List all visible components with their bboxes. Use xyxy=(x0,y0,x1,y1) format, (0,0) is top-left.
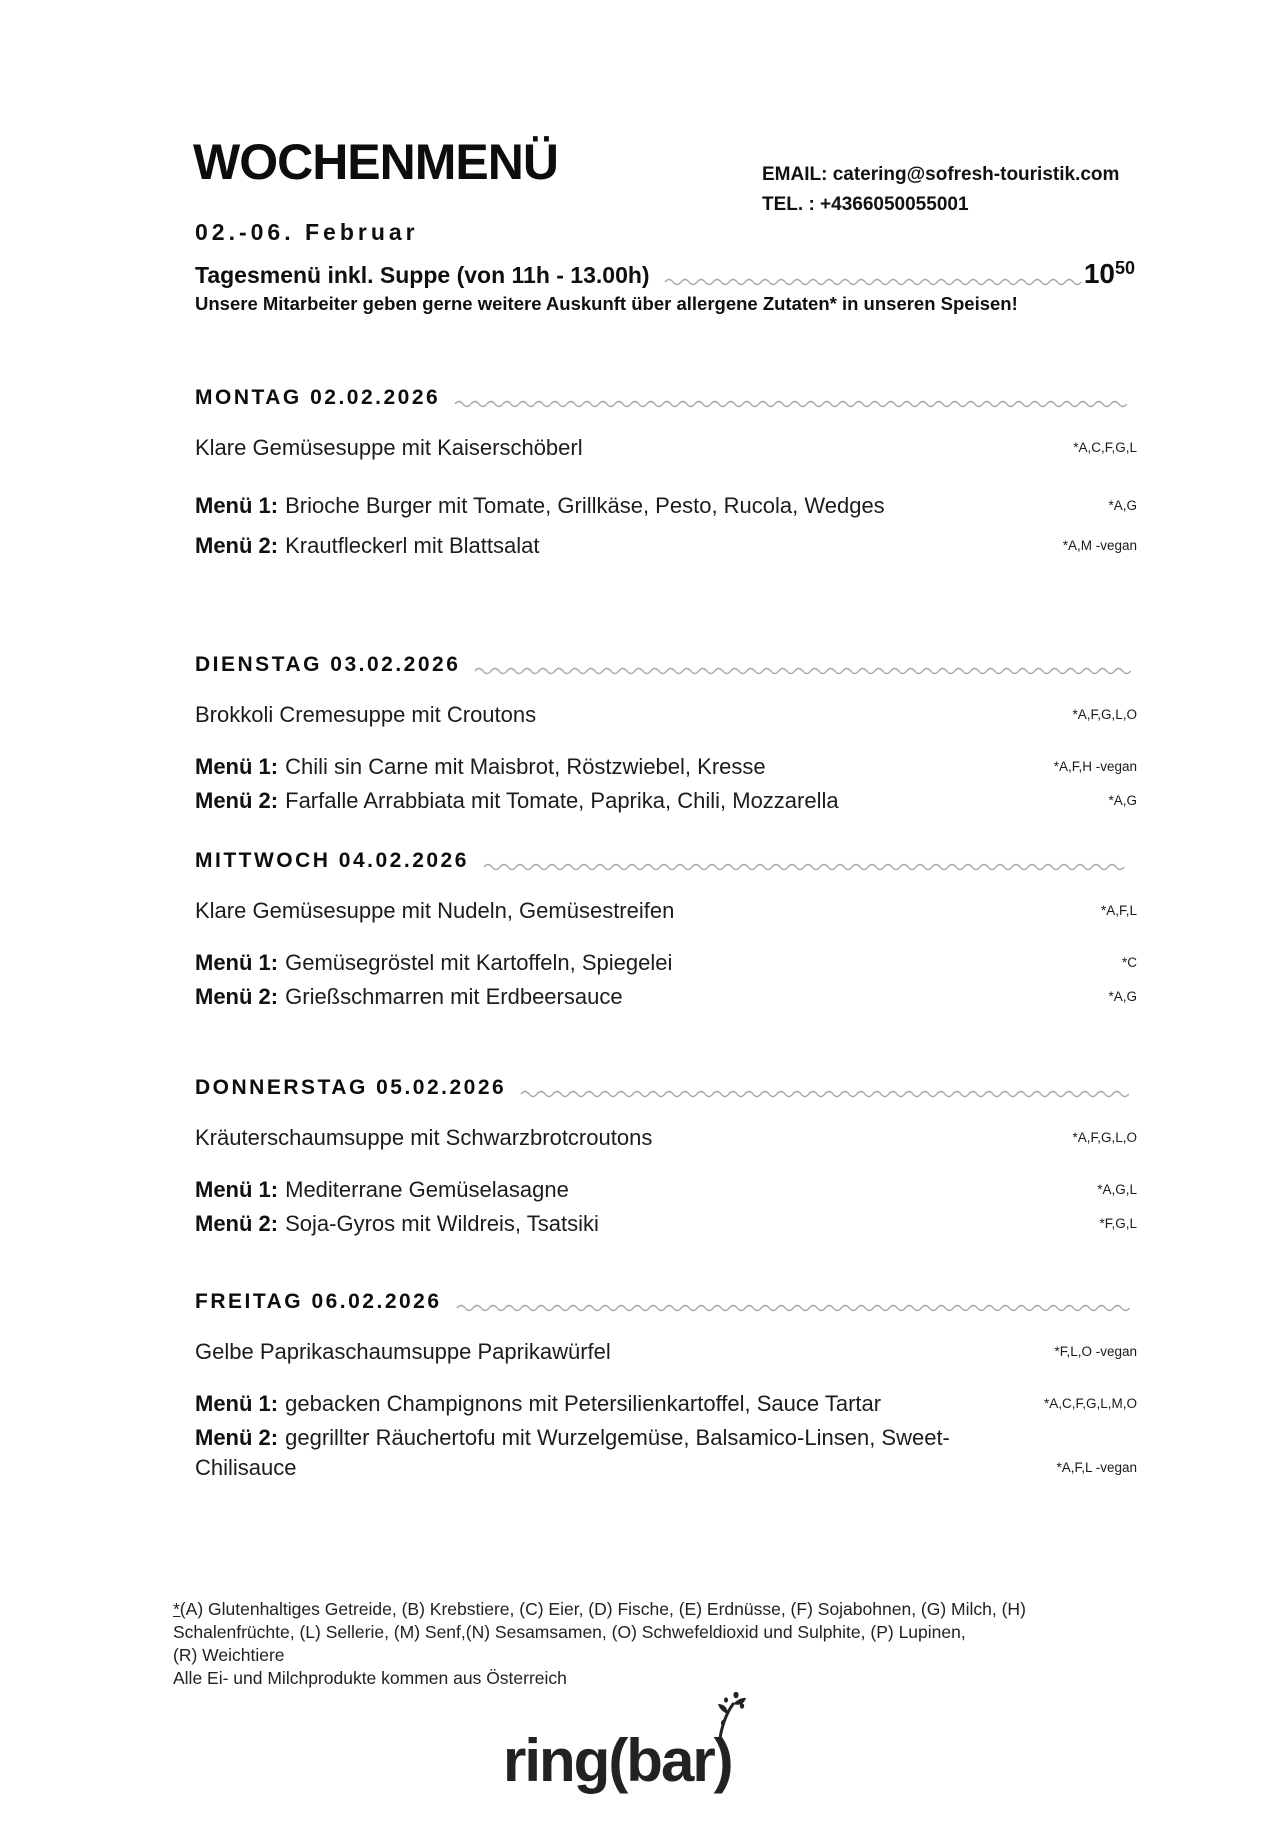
menu-label: Menü 2: xyxy=(195,984,279,1009)
dish-row xyxy=(195,491,1137,521)
allergy-note: Unsere Mitarbeiter geben gerne weitere Auskunft über allergene Zutaten* in unseren Speisen! xyxy=(195,293,1018,314)
menu-label: Menü 2: xyxy=(195,533,279,558)
allergen-codes: *A,C,F,G,L xyxy=(1073,440,1137,455)
day-header: DONNERSTAG 05.02.2026 xyxy=(195,1076,507,1099)
dish-text: Menü 2: Krautfleckerl mit Blattsalat xyxy=(195,533,540,558)
dish-row xyxy=(195,948,1137,978)
dish-row xyxy=(195,1423,1137,1483)
allergen-codes: *A,F,L xyxy=(1100,903,1137,918)
day-header-row xyxy=(195,848,1137,874)
allergen-codes: *A,G xyxy=(1108,989,1137,1004)
allergen-codes: *F,G,L xyxy=(1099,1216,1137,1231)
dish-text: Menü 2: Soja-Gyros mit Wildreis, Tsatsiki xyxy=(195,1211,599,1236)
day-header: MONTAG 02.02.2026 xyxy=(195,386,441,409)
day-header-row xyxy=(195,1289,1137,1315)
day-header-row xyxy=(195,385,1137,411)
dish-text: Menü 1: Mediterrane Gemüselasagne xyxy=(195,1177,569,1202)
dish-text: Menü 1: Brioche Burger mit Tomate, Grillkäse, Pesto, Rucola, Wedges xyxy=(195,493,885,518)
allergen-codes: *A,F,G,L,O xyxy=(1072,1130,1137,1145)
day-section-friday xyxy=(195,1289,1137,1487)
allergen-legend xyxy=(173,1598,1173,1690)
day-header: MITTWOCH 04.02.2026 xyxy=(195,849,469,872)
allergen-codes: *A,C,F,G,L,M,O xyxy=(1043,1396,1137,1411)
week-range: 02.-06. Februar xyxy=(195,219,419,245)
dish-row xyxy=(195,896,1137,926)
day-header-row xyxy=(195,1075,1137,1101)
dish-text: Klare Gemüsesuppe mit Kaiserschöberl xyxy=(195,435,583,460)
ringbar-logo xyxy=(503,1726,732,1795)
dish-row xyxy=(195,700,1137,730)
dish-text: Menü 1: gebacken Champignons mit Petersilienkartoffel, Sauce Tartar xyxy=(195,1391,882,1416)
offer-price-cents: 50 xyxy=(1114,258,1135,278)
daily-offer-text: Tagesmenü inkl. Suppe (von 11h - 13.00h) xyxy=(195,262,650,288)
day-squiggle-divider xyxy=(520,1088,1135,1098)
menu-label: Menü 1: xyxy=(195,1177,279,1202)
dish-text: Menü 1: Gemüsegröstel mit Kartoffeln, Spiegelei xyxy=(195,950,673,975)
dish-row xyxy=(195,1175,1137,1205)
day-section-monday xyxy=(195,385,1137,571)
dish-text: Kräuterschaumsuppe mit Schwarzbrotcroutons xyxy=(195,1125,653,1150)
dish-text: Menü 2: Farfalle Arrabbiata mit Tomate, Paprika, Chili, Mozzarella xyxy=(195,788,839,813)
allergen-codes: *A,F,L -vegan xyxy=(1056,1460,1137,1475)
day-header: FREITAG 06.02.2026 xyxy=(195,1290,442,1313)
dish-row xyxy=(195,1389,1137,1419)
legend-line: Schalenfrüchte, (L) Sellerie, (M) Senf,(N) Sesamsamen, (O) Schwefeldioxid und Sulphite, (P) Lupinen, xyxy=(173,1622,966,1642)
dish-row xyxy=(195,531,1137,561)
dish-row xyxy=(195,1209,1137,1239)
dish-row xyxy=(195,1123,1137,1153)
menu-label: Menü 2: xyxy=(195,788,279,813)
dish-text: Menü 1: Chili sin Carne mit Maisbrot, Röstzwiebel, Kresse xyxy=(195,754,766,779)
allergen-codes: *A,G,L xyxy=(1097,1182,1137,1197)
legend-marker: *( xyxy=(173,1599,186,1619)
legend-line: *(A) Glutenhaltiges Getreide, (B) Krebstiere, (C) Eier, (D) Fische, (E) Erdnüsse, (F) Sojabohnen, (G) Milch, (H) xyxy=(173,1599,1026,1619)
dish-row xyxy=(195,982,1137,1012)
day-header-row xyxy=(195,652,1137,678)
daily-offer-row xyxy=(195,253,1135,289)
allergen-codes: *A,M -vegan xyxy=(1062,538,1137,553)
dish-row xyxy=(195,1337,1137,1367)
menu-label: Menü 2: xyxy=(195,1211,279,1236)
dish-text: Brokkoli Cremesuppe mit Croutons xyxy=(195,702,537,727)
day-section-tuesday xyxy=(195,652,1137,820)
menu-label: Menü 1: xyxy=(195,1391,279,1416)
dish-row xyxy=(195,433,1137,463)
allergen-codes: *A,F,H -vegan xyxy=(1053,759,1137,774)
contact-block xyxy=(762,160,1119,220)
menu-label: Menü 2: xyxy=(195,1425,279,1450)
day-squiggle-divider xyxy=(474,665,1135,675)
page-title: WOCHENMENÜ xyxy=(193,134,558,190)
menu-label: Menü 1: xyxy=(195,950,279,975)
day-squiggle-divider xyxy=(454,398,1135,408)
menu-label: Menü 1: xyxy=(195,754,279,779)
day-header: DIENSTAG 03.02.2026 xyxy=(195,653,461,676)
allergen-codes: *A,G xyxy=(1108,498,1137,513)
dish-text: Klare Gemüsesuppe mit Nudeln, Gemüsestreifen xyxy=(195,898,675,923)
dish-text: Menü 2: gegrillter Räuchertofu mit Wurzelgemüse, Balsamico-Linsen, Sweet-Chilisauce xyxy=(195,1425,950,1480)
logo-text: ring(bar) xyxy=(503,1727,732,1794)
allergen-codes: *F,L,O -vegan xyxy=(1054,1344,1137,1359)
day-section-wednesday xyxy=(195,848,1137,1016)
day-squiggle-divider xyxy=(456,1302,1135,1312)
origin-note: Alle Ei- und Milchprodukte kommen aus Österreich xyxy=(173,1668,567,1688)
legend-line: (R) Weichtiere xyxy=(173,1645,285,1665)
dish-text: Gelbe Paprikaschaumsuppe Paprikawürfel xyxy=(195,1339,611,1364)
contact-tel: TEL. : +4366050055001 xyxy=(762,194,969,215)
menu-label: Menü 1: xyxy=(195,493,279,518)
day-squiggle-divider xyxy=(483,861,1135,871)
offer-squiggle-divider xyxy=(664,276,1082,286)
allergen-codes: *A,F,G,L,O xyxy=(1072,707,1137,722)
day-section-thursday xyxy=(195,1075,1137,1243)
allergen-codes: *C xyxy=(1121,955,1137,970)
dish-text: Menü 2: Grießschmarren mit Erdbeersauce xyxy=(195,984,623,1009)
offer-price: $10^{50}$ xyxy=(1083,258,1135,289)
contact-email: EMAIL: catering@sofresh-touristik.com xyxy=(762,164,1120,185)
sprout-icon xyxy=(706,1692,748,1738)
allergen-codes: *A,G xyxy=(1108,793,1137,808)
dish-row xyxy=(195,786,1137,816)
dish-row xyxy=(195,752,1137,782)
